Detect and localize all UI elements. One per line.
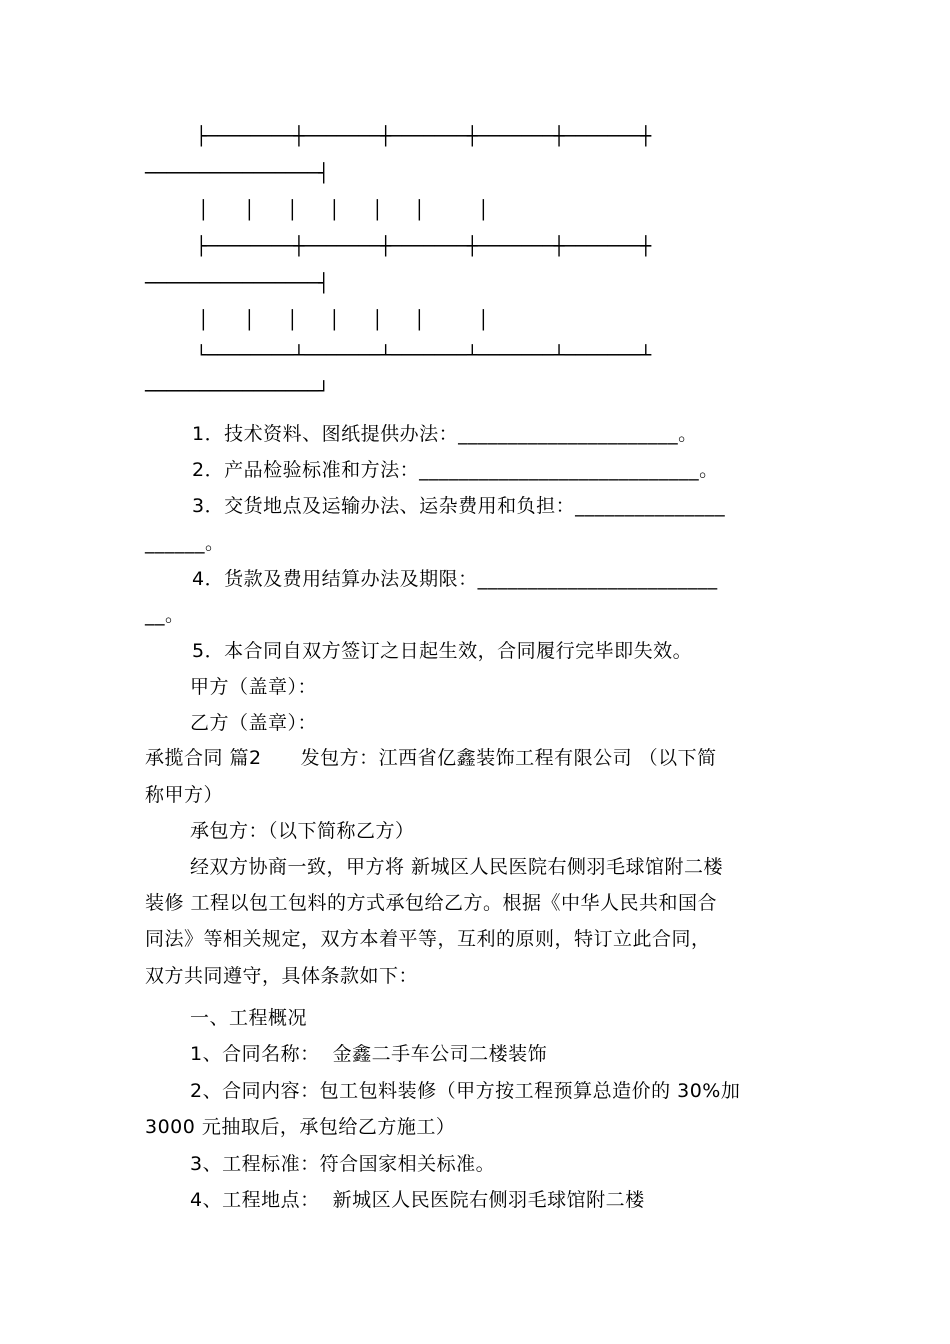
- clause-1: 1．技术资料、图纸提供办法：______________________。: [192, 423, 698, 445]
- contract-item-continuation: 3000 元抽取后，承包给乙方施工）: [145, 1116, 456, 1138]
- table-top-border-continuation: ────────────────┤: [145, 163, 330, 184]
- contractor-line: 承包方：（以下简称乙方）: [190, 820, 415, 842]
- table-cell-bar: │: [329, 200, 340, 221]
- table-bottom-border-continuation: ────────────────┘: [145, 381, 330, 402]
- intro-paragraph-line: 双方共同遵守，具体条款如下：: [145, 965, 419, 987]
- contract2-heading-continuation: 称甲方）: [145, 784, 224, 806]
- clause-3: 3．交货地点及运输办法、运杂费用和负担：_______________: [192, 495, 726, 517]
- intro-paragraph-line: 经双方协商一致，甲方将 新城区人民医院右侧羽毛球馆附二楼: [190, 856, 724, 878]
- table-cell-bar: │: [414, 310, 425, 331]
- intro-paragraph-line: 同法》等相关规定，双方本着平等，互利的原则，特订立此合同，: [145, 928, 711, 950]
- table-cell-bar: │: [287, 310, 298, 331]
- table-middle-border-continuation: ────────────────┤: [145, 273, 330, 294]
- table-middle-border: ├────────┼───────┼───────┼───────┼───────┼: [196, 236, 652, 257]
- table-cell-bar: │: [372, 200, 383, 221]
- section-title: 一、工程概况: [190, 1007, 308, 1029]
- contract-item: 3、工程标准：符合国家相关标准。: [190, 1153, 496, 1175]
- clause-3-continuation: ______。: [145, 532, 225, 554]
- table-cell-bar: │: [372, 310, 383, 331]
- table-top-border: ├────────┼───────┼───────┼───────┼───────┼: [196, 126, 652, 147]
- table-cell-bar: │: [244, 310, 255, 331]
- contract-item: 1、合同名称： 金鑫二手车公司二楼装饰: [190, 1043, 548, 1065]
- clause-5: 5．本合同自双方签订之日起生效，合同履行完毕即失效。: [192, 640, 693, 662]
- table-cell-bar: │: [478, 200, 489, 221]
- table-cell-bar: │: [244, 200, 255, 221]
- table-row: [0, 200, 950, 222]
- contract-item: 2、合同内容：包工包料装修（甲方按工程预算总造价的 30%加: [190, 1080, 741, 1102]
- table-cell-bar: │: [198, 200, 209, 221]
- table-bottom-border: └────────┴───────┴───────┴───────┴───────┴: [196, 345, 652, 366]
- table-row: [0, 310, 950, 332]
- table-cell-bar: │: [478, 310, 489, 331]
- contract2-heading: 承揽合同 篇2 发包方：江西省亿鑫装饰工程有限公司 （以下简: [145, 747, 717, 769]
- table-cell-bar: │: [414, 200, 425, 221]
- table-cell-bar: │: [287, 200, 298, 221]
- table-cell-bar: │: [198, 310, 209, 331]
- table-cell-bar: │: [329, 310, 340, 331]
- party-a-seal: 甲方（盖章）：: [190, 676, 318, 698]
- clause-2: 2．产品检验标准和方法：____________________________。: [192, 459, 719, 481]
- party-b-seal: 乙方（盖章）：: [190, 712, 318, 734]
- clause-4: 4．货款及费用结算办法及期限：________________________: [192, 568, 718, 590]
- intro-paragraph-line: 装修 工程以包工包料的方式承包给乙方。根据《中华人民共和国合: [145, 892, 718, 914]
- clause-4-continuation: __。: [145, 604, 185, 626]
- contract-item: 4、工程地点： 新城区人民医院右侧羽毛球馆附二楼: [190, 1189, 645, 1211]
